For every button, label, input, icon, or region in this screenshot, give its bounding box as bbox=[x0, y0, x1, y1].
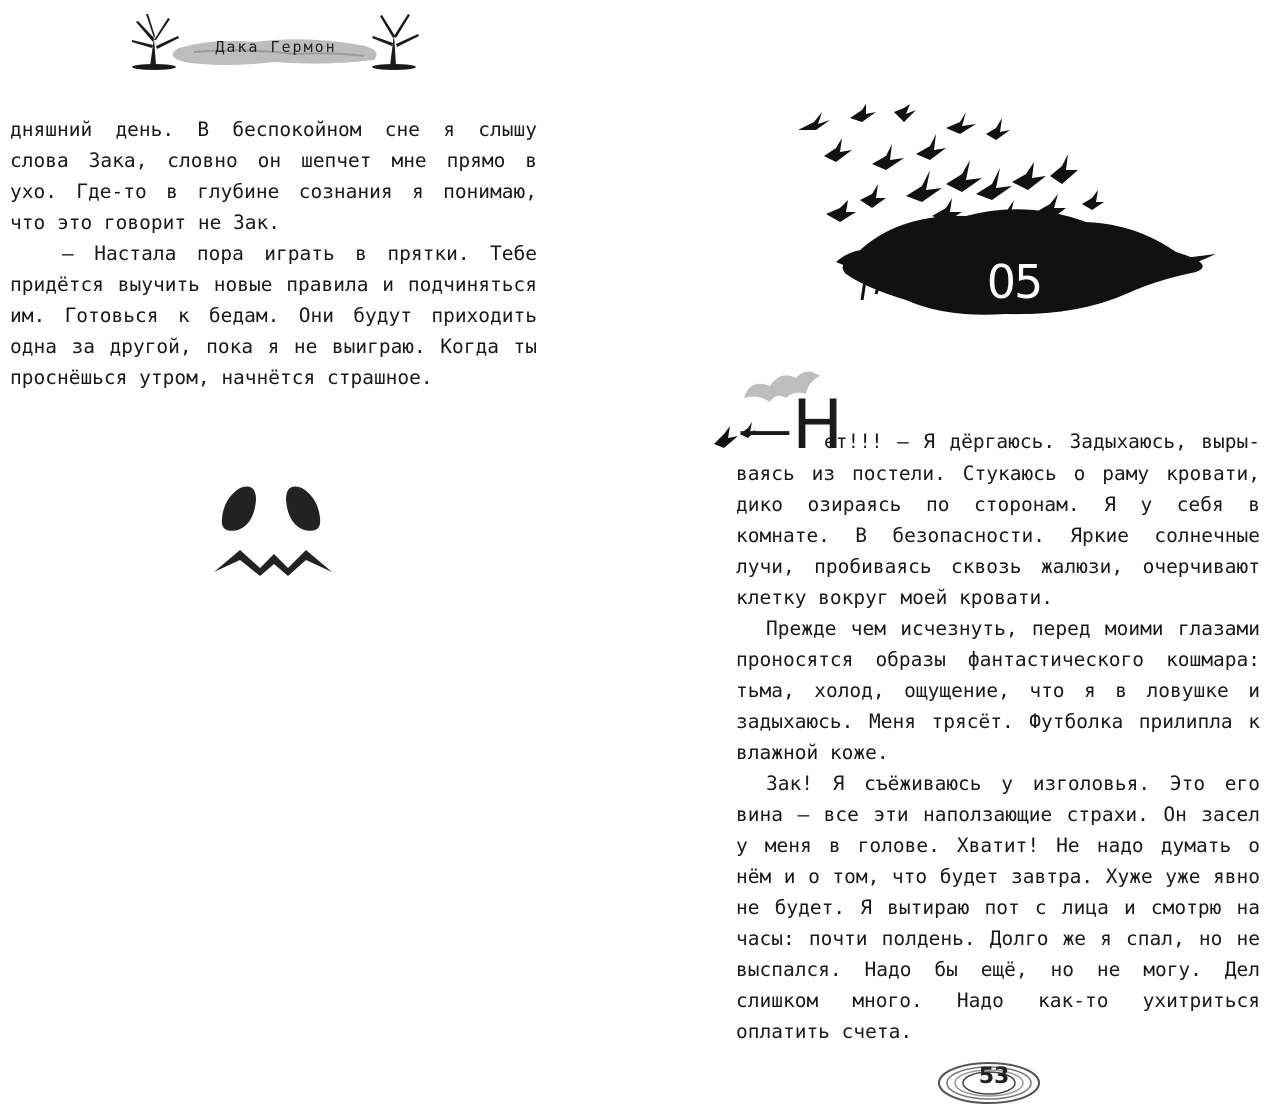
paragraph: дняшний день. В беспокойном сне я слышу слова Зака, словно он шепчет мне прямо в ухо. Где-то в глубине сознания я понимаю, что это говорит не Зак. bbox=[10, 118, 537, 234]
right-body-text bbox=[736, 458, 1260, 1047]
paragraph: Прежде чем исчезнуть, перед моими глазами проносятся образы фантастического кошмара: тьма, холод, ощущение, что я в ловушке и задыхаюсь. Меня трясёт. Футболка прилипла к влажной коже. bbox=[736, 617, 1260, 764]
first-line-text: ет!!! — Я дёргаюсь. Задыхаюсь, выры- bbox=[824, 430, 1260, 453]
left-body-text bbox=[10, 114, 537, 393]
page-number: 53 bbox=[978, 1064, 1010, 1089]
paragraph: ваясь из постели. Стукаюсь о раму кровати, дико озираясь по сторонам. Я у себя в комнате. В безопасности. Яркие солнечные лучи, пробиваясь сквозь жалюзи, очерчивают клетку вокруг моей кровати. bbox=[736, 462, 1260, 609]
ghost-face-icon bbox=[210, 480, 336, 580]
running-header-author: Дака Гермон bbox=[215, 38, 337, 56]
paragraph: — Настала пора играть в прятки. Тебе придётся выучить новые правила и подчиняться им. Готовься к бедам. Они будут приходить одна за другой, пока я не выиграю. Когда ты проснёшься утром, начнётся страшное. bbox=[10, 242, 537, 389]
paragraph: Зак! Я съёживаюсь у изголовья. Это его вина — все эти наползающие страхи. Он засел у меня в голове. Хватит! Не надо думать о нём и о том, что будет завтра. Хуже уже явно не будет. Я вытираю пот с лица и смотрю на часы: почти полдень. Долго же я спал, но не выспался. Надо бы ещё, но не могу. Дел слишком много. Надо как-то ухитриться оплатить счета. bbox=[736, 772, 1260, 1043]
right-page bbox=[638, 0, 1276, 1116]
chapter-number: 05 bbox=[986, 255, 1042, 309]
dropcap-letter: Н bbox=[792, 386, 844, 465]
dropcap-dash: — bbox=[738, 398, 792, 461]
